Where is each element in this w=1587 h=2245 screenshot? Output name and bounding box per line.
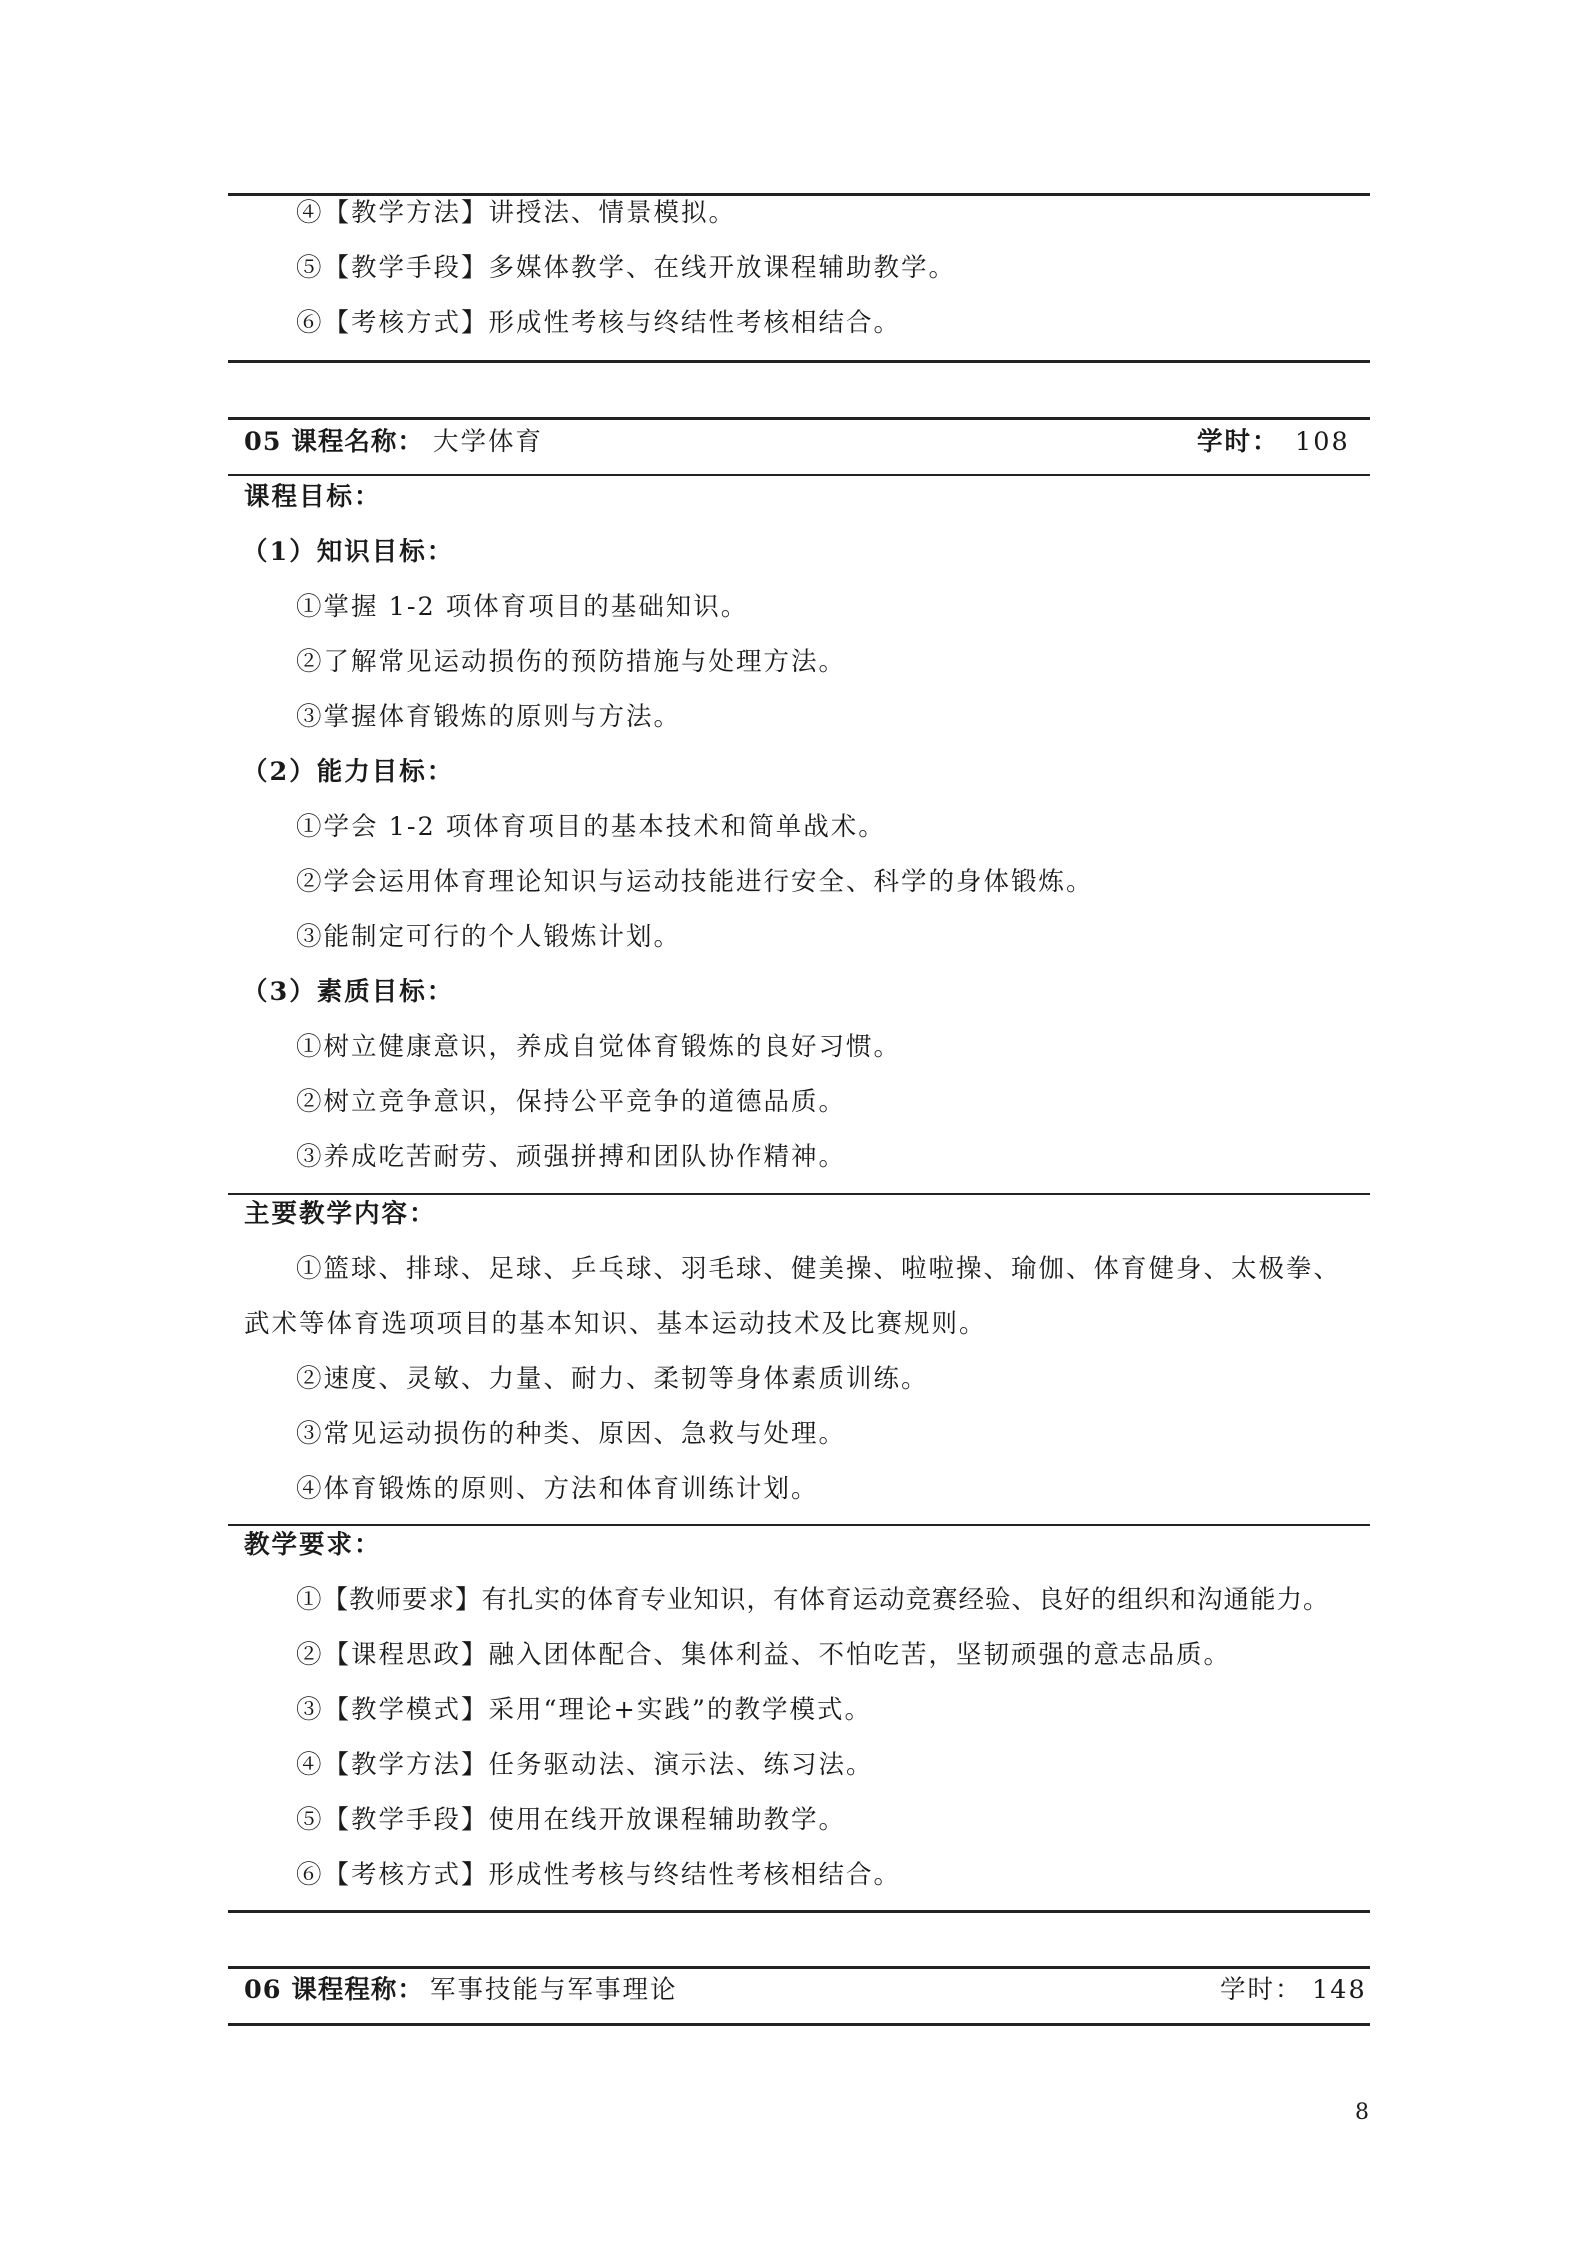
objectives-heading: 课程目标： <box>244 482 382 512</box>
knowledge-item: ②了解常见运动损伤的预防措施与处理方法。 <box>296 647 847 677</box>
content-item: ④体育锻炼的原则、方法和体育训练计划。 <box>296 1474 819 1504</box>
course-05-hours: 108 <box>1295 427 1350 457</box>
section-divider <box>228 1193 1370 1195</box>
content-item: ③常见运动损伤的种类、原因、急救与处理。 <box>296 1419 847 1449</box>
content-item-continuation: 武术等体育选项项目的基本知识、基本运动技术及比赛规则。 <box>244 1309 987 1339</box>
prev-requirement-item: ⑥【考核方式】形成性考核与终结性考核相结合。 <box>296 308 902 338</box>
requirement-item: ③【教学模式】采用“理论+实践”的教学模式。 <box>296 1695 872 1725</box>
prev-requirement-item: ⑤【教学手段】多媒体教学、在线开放课程辅助教学。 <box>296 253 957 283</box>
course-05-bottom-rule <box>228 1910 1370 1913</box>
course-06-name: 军事技能与军事理论 <box>430 1975 678 2005</box>
course-06-header-top-rule <box>228 1966 1370 1969</box>
course-05-header-bottom-rule <box>228 474 1370 476</box>
content-item: ②速度、灵敏、力量、耐力、柔韧等身体素质训练。 <box>296 1364 929 1394</box>
knowledge-item: ①掌握 1-2 项体育项目的基础知识。 <box>296 592 749 622</box>
quality-item: ①树立健康意识，养成自觉体育锻炼的良好习惯。 <box>296 1032 902 1062</box>
quality-heading: （3）素质目标： <box>242 977 455 1007</box>
quality-item: ③养成吃苦耐劳、顽强拼搏和团队协作精神。 <box>296 1142 847 1172</box>
prev-requirement-item: ④【教学方法】讲授法、情景模拟。 <box>296 198 737 228</box>
content-item: ①篮球、排球、足球、乒乓球、羽毛球、健美操、啦啦操、瑜伽、体育健身、太极拳、 <box>296 1254 1342 1284</box>
course-05-name: 大学体育 <box>433 427 544 457</box>
ability-item: ③能制定可行的个人锻炼计划。 <box>296 922 682 952</box>
section-divider <box>228 1524 1370 1526</box>
knowledge-item: ③掌握体育锻炼的原则与方法。 <box>296 702 682 732</box>
quality-item: ②树立竞争意识，保持公平竞争的道德品质。 <box>296 1087 847 1117</box>
requirement-item: ⑥【考核方式】形成性考核与终结性考核相结合。 <box>296 1860 902 1890</box>
page-number: 8 <box>1355 2100 1369 2125</box>
requirement-item: ①【教师要求】有扎实的体育专业知识，有体育运动竞赛经验、良好的组织和沟通能力。 <box>296 1585 1330 1615</box>
knowledge-heading: （1）知识目标： <box>242 537 455 567</box>
course-06-header-bottom-rule <box>228 2023 1370 2026</box>
course-05-name-label: 05 课程名称： <box>244 427 424 457</box>
ability-item: ①学会 1-2 项体育项目的基本技术和简单战术。 <box>296 812 886 842</box>
table-bottom-rule <box>228 360 1370 363</box>
course-05-hours-label: 学时： <box>1197 427 1280 457</box>
requirement-item: ④【教学方法】任务驱动法、演示法、练习法。 <box>296 1750 874 1780</box>
requirement-item: ⑤【教学手段】使用在线开放课程辅助教学。 <box>296 1805 847 1835</box>
ability-item: ②学会运用体育理论知识与运动技能进行安全、科学的身体锻炼。 <box>296 867 1094 897</box>
course-06-hours: 148 <box>1312 1975 1367 2005</box>
course-05-header-top-rule <box>228 417 1370 420</box>
course-06-hours-label: 学时： <box>1220 1975 1303 2005</box>
requirement-item: ②【课程思政】融入团体配合、集体利益、不怕吃苦，坚韧顽强的意志品质。 <box>296 1640 1232 1670</box>
ability-heading: （2）能力目标： <box>242 757 455 787</box>
content-heading: 主要教学内容： <box>244 1199 437 1229</box>
course-06-name-label: 06 课程程称： <box>244 1975 424 2005</box>
requirements-heading: 教学要求： <box>244 1530 382 1560</box>
